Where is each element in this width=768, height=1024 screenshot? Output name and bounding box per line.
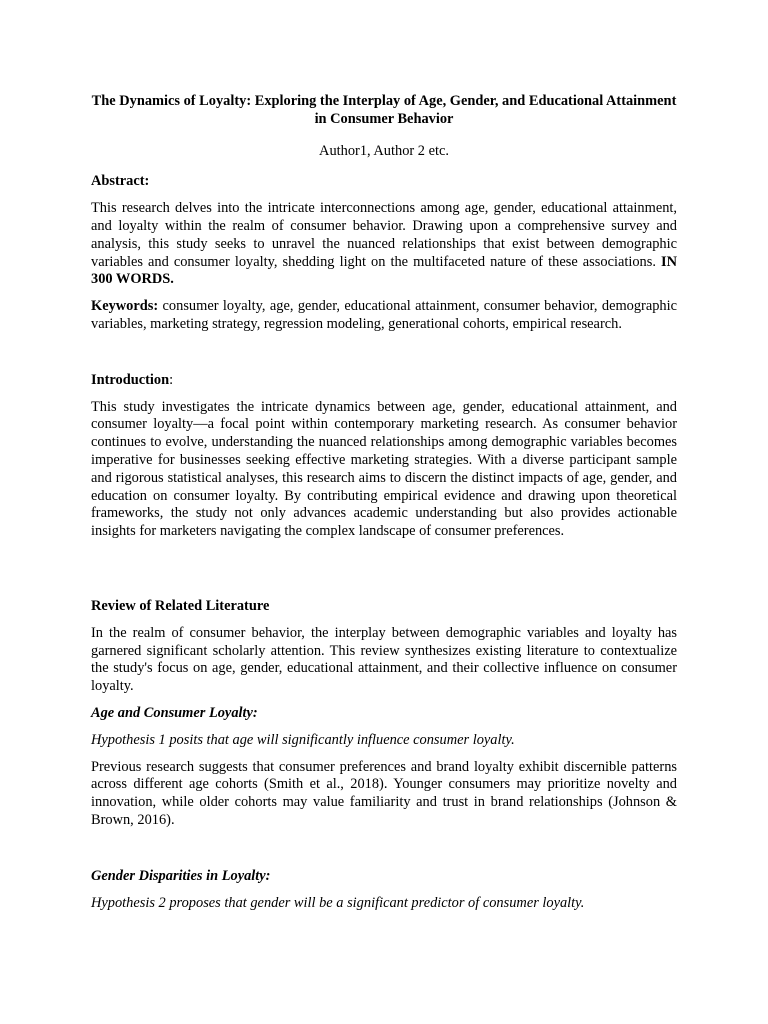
keywords-paragraph [91, 298, 677, 334]
age-loyalty-paragraph: Previous research suggests that consumer preferences and brand loyalty exhibit discernible patterns across different age cohorts (Smith et al., 2018). Younger consumers may prioritize novelty and innovation, while older cohorts may value familiarity and trust in brand relationships (Johnson & Brown, 2016). [91, 758, 677, 828]
introduction-heading-line [91, 372, 677, 390]
abstract-text: This research delves into the intricate interconnections among age, gender, educational attainment, and loyalty within the realm of consumer behavior. Drawing upon a comprehensive survey and analysis, this study seeks to unravel the nuanced relationships that exist between demographic variables and consumer loyalty, shedding light on the multifaceted nature of these associations. [91, 200, 677, 270]
introduction-paragraph: This study investigates the intricate dynamics between age, gender, educational attainment, and consumer loyalty—a focal point within contemporary marketing research. As consumer behavior continues to evolve, understanding the nuanced relationships among demographic variables becomes imperative for businesses seeking effective marketing strategies. With a diverse participant sample and rigorous statistical analyses, this research aims to discern the distinct impacts of age, gender, and education on consumer loyalty. By contributing empirical evidence and drawing upon theoretical frameworks, the study not only advances academic understanding but also provides actionable insights for marketers navigating the complex landscape of consumer preferences. [91, 398, 677, 540]
hypothesis-1: Hypothesis 1 posits that age will significantly influence consumer loyalty. [91, 731, 515, 748]
introduction-colon: : [169, 371, 174, 388]
gender-loyalty-subheading: Gender Disparities in Loyalty: [91, 867, 271, 884]
author-line: Author1, Author 2 etc. [319, 142, 449, 159]
introduction-heading: Introduction [91, 371, 170, 388]
hypothesis-2: Hypothesis 2 proposes that gender will be a significant predictor of consumer loyalty. [91, 894, 585, 911]
abstract-heading: Abstract: [91, 173, 150, 190]
keywords-label: Keywords: [91, 298, 159, 315]
abstract-paragraph [91, 200, 677, 289]
paper-title: The Dynamics of Loyalty: Exploring the Interplay of Age, Gender, and Educational Attainment in Consumer Behavior [91, 93, 677, 127]
review-intro-paragraph: In the realm of consumer behavior, the interplay between demographic variables and loyalty has garnered significant scholarly attention. This review synthesizes existing literature to contextualize the study's focus on age, gender, educational attainment, and their collective influence on consumer loyalty. [91, 624, 677, 695]
keywords-text: consumer loyalty, age, gender, educational attainment, consumer behavior, demographic variables, marketing strategy, regression modeling, generational cohorts, empirical research. [91, 298, 677, 332]
review-heading: Review of Related Literature [91, 597, 270, 614]
abstract-word-count-note: IN 300 WORDS. [91, 253, 677, 288]
age-loyalty-subheading: Age and Consumer Loyalty: [91, 704, 258, 721]
